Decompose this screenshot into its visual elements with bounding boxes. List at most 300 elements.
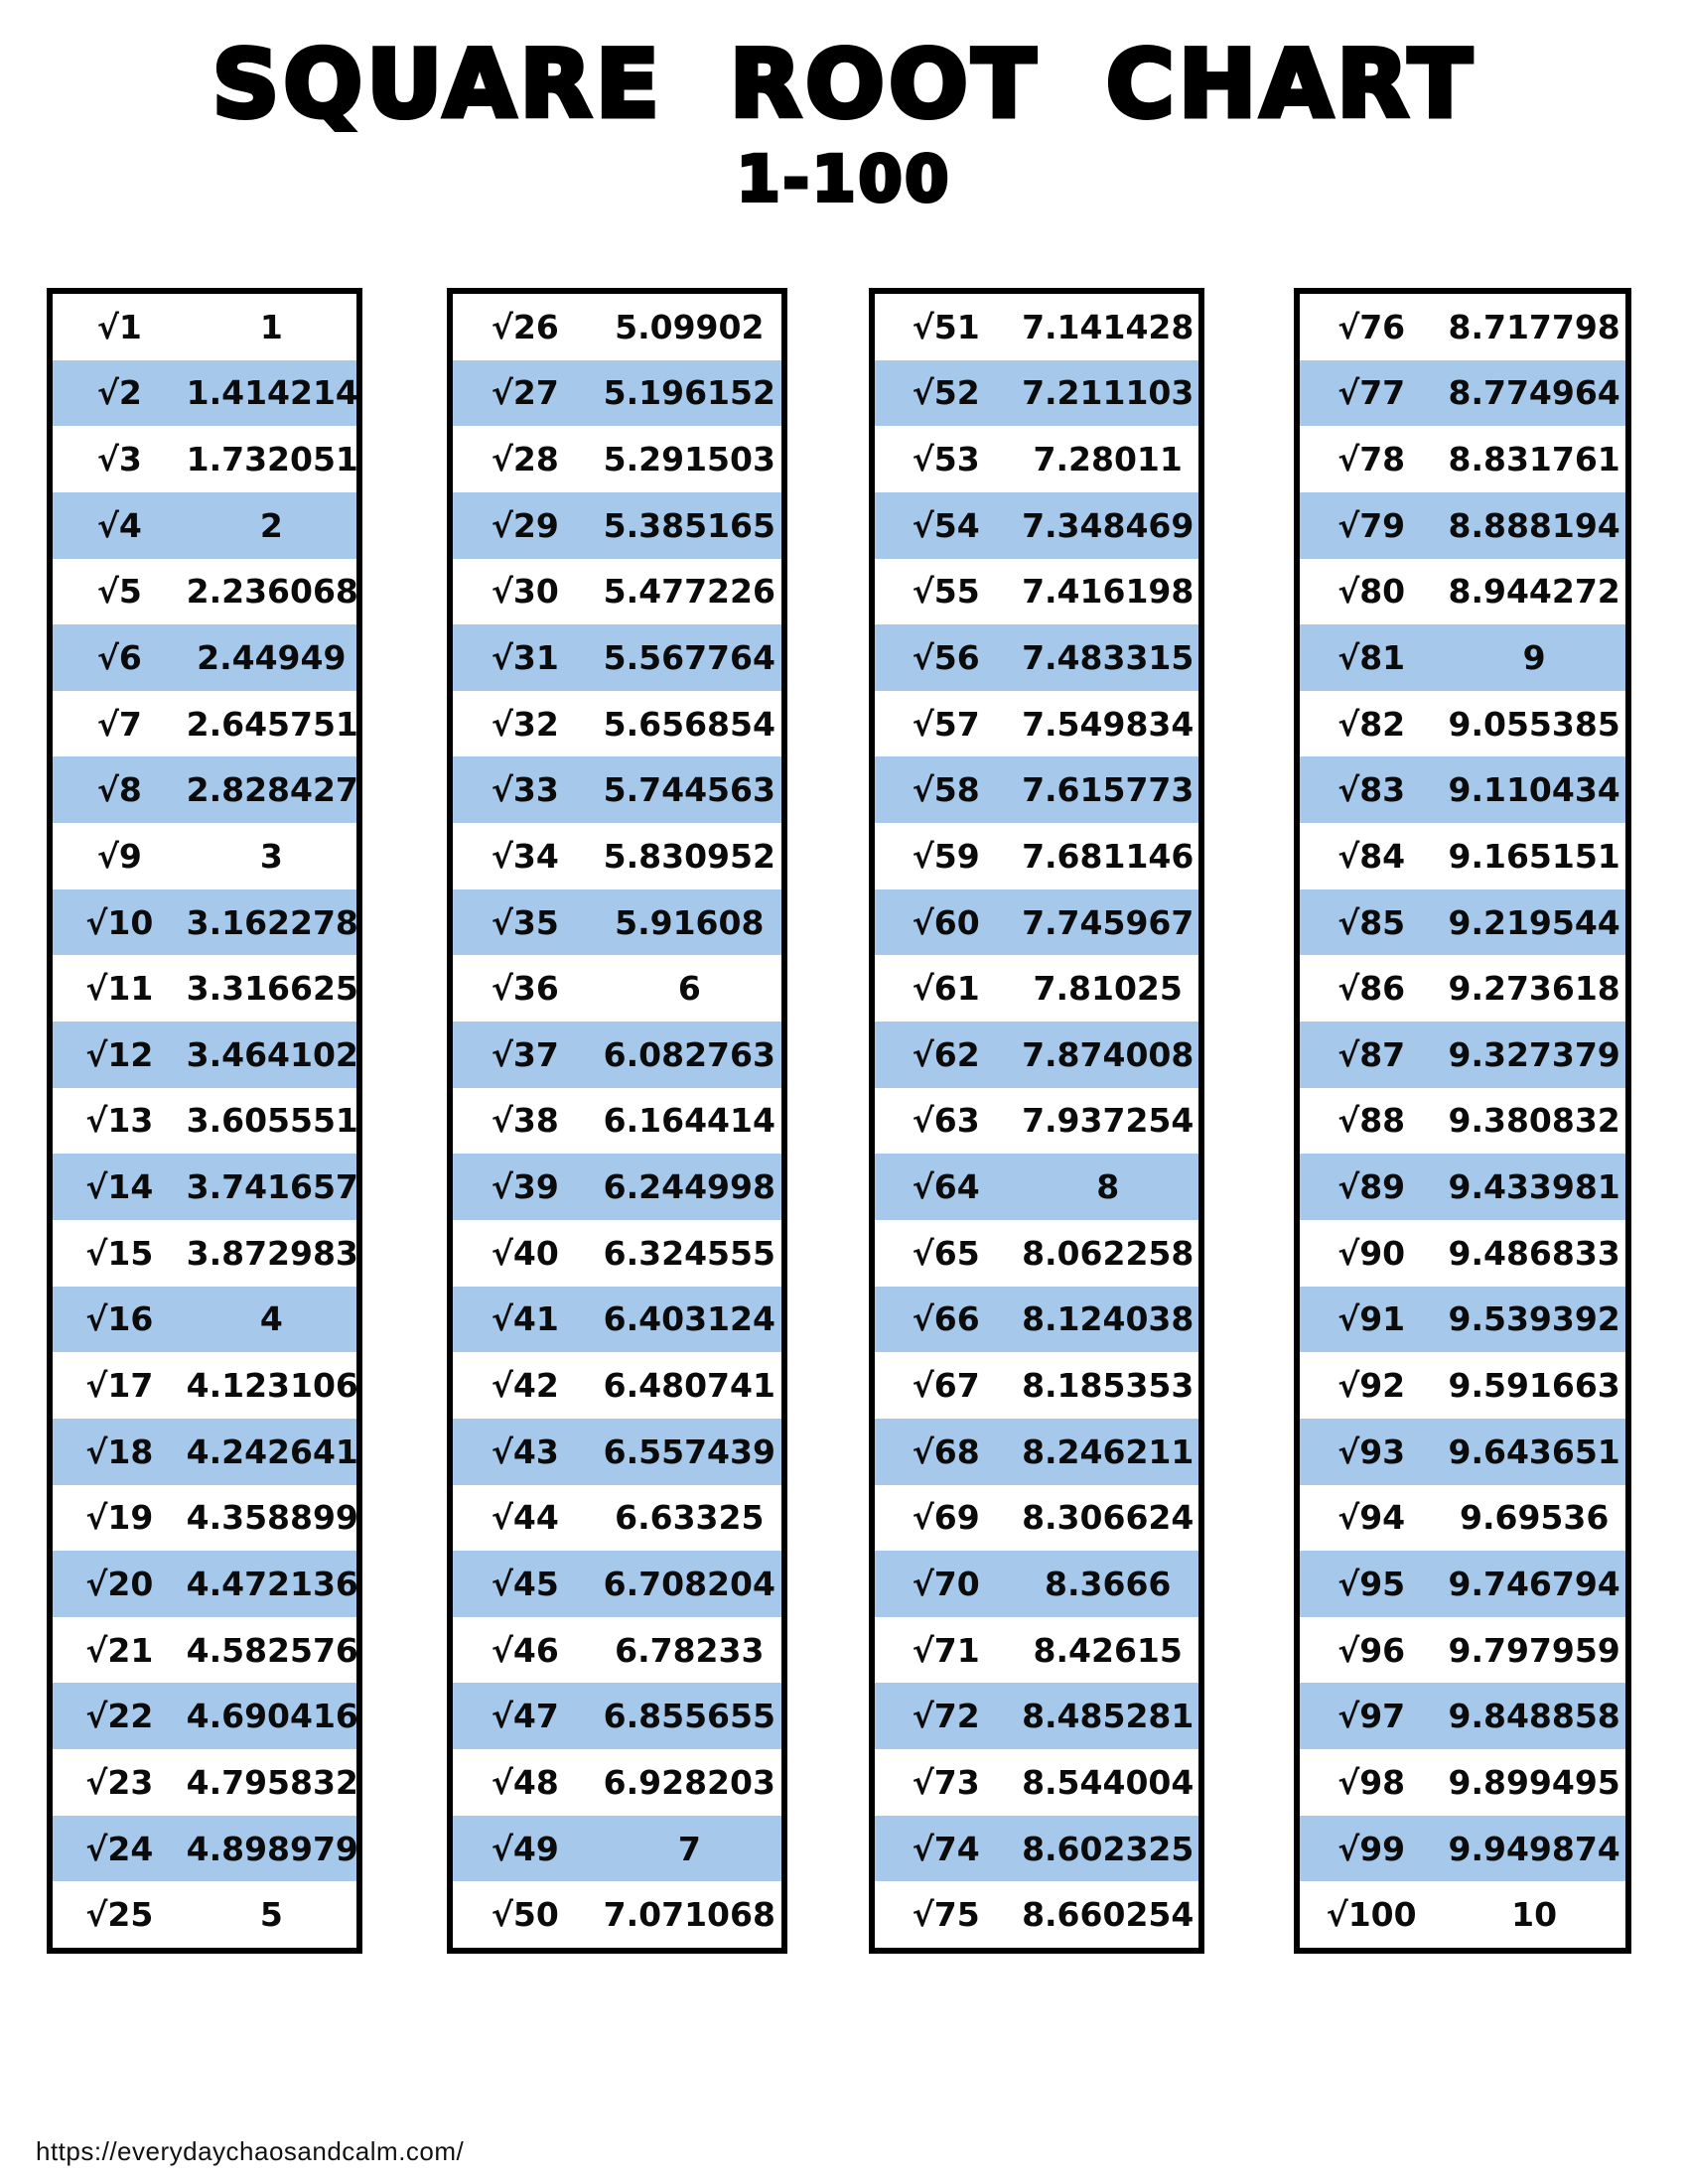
radical-expression: √29 (491, 505, 559, 545)
square-root-value: 7.28011 (1033, 440, 1183, 479)
table-row (875, 624, 1198, 691)
table-row (875, 955, 1198, 1022)
square-root-value: 4.242641 (186, 1432, 358, 1471)
table-row (53, 1352, 356, 1419)
radical-expression: √36 (491, 969, 559, 1009)
radical-expression: √33 (491, 770, 559, 810)
radical-expression: √4 (96, 505, 142, 545)
radical-expression: √22 (85, 1697, 154, 1736)
table-row (453, 1220, 781, 1287)
square-root-value: 7 (677, 1829, 701, 1868)
table-row (875, 559, 1198, 625)
radical-expression: √30 (491, 572, 559, 612)
table-row (875, 1881, 1198, 1948)
radical-expression: √79 (1337, 505, 1406, 545)
radical-expression: √24 (85, 1829, 154, 1868)
radical-expression: √87 (1337, 1034, 1406, 1074)
table-row (875, 1683, 1198, 1749)
radical-expression: √59 (912, 836, 980, 876)
table-row (875, 1551, 1198, 1617)
square-root-value: 9.110434 (1448, 770, 1620, 810)
table-row (875, 1352, 1198, 1419)
table-row (875, 1419, 1198, 1485)
square-root-value: 8.774964 (1448, 373, 1620, 413)
square-root-value: 8.062258 (1022, 1233, 1195, 1273)
radical-expression: √44 (491, 1498, 559, 1538)
square-root-value: 5.656854 (603, 704, 775, 744)
square-root-value: 8.42615 (1033, 1630, 1183, 1670)
radical-expression: √54 (912, 505, 980, 545)
square-root-value: 5.291503 (603, 440, 775, 479)
radical-expression: √76 (1337, 307, 1406, 346)
square-root-value: 6.082763 (603, 1034, 775, 1074)
radical-expression: √62 (912, 1034, 980, 1074)
table-row (875, 1154, 1198, 1220)
square-root-value: 6.480741 (603, 1366, 775, 1406)
square-root-value: 4.358899 (186, 1498, 358, 1538)
table-row (1300, 1419, 1625, 1485)
radical-expression: √69 (912, 1498, 980, 1538)
table-row (1300, 294, 1625, 360)
table-row (1300, 1881, 1625, 1948)
square-root-value: 5.830952 (603, 836, 775, 876)
square-root-value: 8.717798 (1448, 307, 1620, 346)
radical-expression: √7 (96, 704, 142, 744)
table-row (53, 1485, 356, 1552)
radical-expression: √96 (1337, 1630, 1406, 1670)
table-row (53, 426, 356, 492)
square-root-value: 8.888194 (1448, 505, 1620, 545)
radical-expression: √31 (491, 638, 559, 677)
radical-expression: √82 (1337, 704, 1406, 744)
square-root-value: 1.414214 (186, 373, 358, 413)
square-root-value: 3.162278 (186, 902, 358, 942)
table-row (875, 1022, 1198, 1088)
square-root-value: 7.681146 (1022, 836, 1195, 876)
square-root-value: 3.741657 (186, 1167, 358, 1207)
square-root-value: 9.797959 (1448, 1630, 1620, 1670)
square-root-value: 6.403124 (603, 1299, 775, 1339)
radical-expression: √11 (85, 969, 154, 1009)
radical-expression: √77 (1337, 373, 1406, 413)
square-root-value: 8.246211 (1022, 1432, 1195, 1471)
square-root-value: 6.164414 (603, 1101, 775, 1141)
table-row (53, 624, 356, 691)
radical-expression: √15 (85, 1233, 154, 1273)
square-root-value: 8 (1096, 1167, 1120, 1207)
table-row (53, 823, 356, 889)
radical-expression: √88 (1337, 1101, 1406, 1141)
square-root-value: 3.605551 (186, 1101, 358, 1141)
square-root-value: 9.055385 (1448, 704, 1620, 744)
square-root-value: 8.544004 (1022, 1762, 1195, 1802)
table-row (1300, 691, 1625, 757)
table-row (1300, 1617, 1625, 1684)
table-row (53, 1154, 356, 1220)
square-root-value: 2.44949 (197, 638, 347, 677)
radical-expression: √12 (85, 1034, 154, 1074)
table-row (875, 1220, 1198, 1287)
table-row (53, 1683, 356, 1749)
square-root-value: 7.211103 (1022, 373, 1195, 413)
radical-expression: √26 (491, 307, 559, 346)
square-root-value: 9.273618 (1448, 969, 1620, 1009)
radical-expression: √32 (491, 704, 559, 744)
table-row (53, 1816, 356, 1882)
square-root-value: 6.928203 (603, 1762, 775, 1802)
radical-expression: √43 (491, 1432, 559, 1471)
square-root-value: 8.306624 (1022, 1498, 1195, 1538)
square-root-value: 5.91608 (615, 902, 765, 942)
table-row (1300, 889, 1625, 956)
table-row (453, 1419, 781, 1485)
radical-expression: √41 (491, 1299, 559, 1339)
square-root-value: 8.124038 (1022, 1299, 1195, 1339)
square-root-value: 4.690416 (186, 1697, 358, 1736)
radical-expression: √20 (85, 1564, 154, 1603)
table-row (53, 492, 356, 559)
table-row (53, 889, 356, 956)
table-row (875, 294, 1198, 360)
table-row (1300, 492, 1625, 559)
radical-expression: √3 (96, 440, 142, 479)
radical-expression: √84 (1337, 836, 1406, 876)
radical-expression: √70 (912, 1564, 980, 1603)
radical-expression: √40 (491, 1233, 559, 1273)
roots-table-76-100 (1294, 288, 1631, 1954)
radical-expression: √65 (912, 1233, 980, 1273)
roots-table-26-50 (447, 288, 787, 1954)
table-row (1300, 1287, 1625, 1353)
square-root-value: 9.899495 (1448, 1762, 1620, 1802)
radical-expression: √71 (912, 1630, 980, 1670)
table-row (453, 1551, 781, 1617)
radical-expression: √51 (912, 307, 980, 346)
table-row (875, 1287, 1198, 1353)
radical-expression: √9 (96, 836, 142, 876)
square-root-value: 5.477226 (603, 572, 775, 612)
square-root-value: 7.071068 (603, 1895, 775, 1935)
radical-expression: √23 (85, 1762, 154, 1802)
square-root-value: 5 (259, 1895, 283, 1935)
table-row (453, 1683, 781, 1749)
radical-expression: √16 (85, 1299, 154, 1339)
table-row (53, 1287, 356, 1353)
square-root-value: 9.165151 (1448, 836, 1620, 876)
radical-expression: √37 (491, 1034, 559, 1074)
square-root-value: 4.795832 (186, 1762, 358, 1802)
table-row (1300, 1551, 1625, 1617)
table-row (1300, 559, 1625, 625)
table-row (875, 426, 1198, 492)
radical-expression: √89 (1337, 1167, 1406, 1207)
radical-expression: √83 (1337, 770, 1406, 810)
radical-expression: √6 (96, 638, 142, 677)
table-row (53, 1419, 356, 1485)
table-row (875, 360, 1198, 427)
radical-expression: √100 (1326, 1895, 1417, 1935)
square-root-value: 1 (259, 307, 283, 346)
table-row (1300, 1683, 1625, 1749)
radical-expression: √49 (491, 1829, 559, 1868)
square-root-value: 9.219544 (1448, 902, 1620, 942)
table-row (1300, 1154, 1625, 1220)
radical-expression: √13 (85, 1101, 154, 1141)
table-row (1300, 1816, 1625, 1882)
table-row (453, 1352, 781, 1419)
square-root-value: 5.567764 (603, 638, 775, 677)
square-root-value: 9.746794 (1448, 1564, 1620, 1603)
table-row (1300, 1022, 1625, 1088)
table-row (53, 756, 356, 823)
table-row (453, 1816, 781, 1882)
radical-expression: √2 (96, 373, 142, 413)
table-row (453, 955, 781, 1022)
radical-expression: √5 (96, 572, 142, 612)
radical-expression: √67 (912, 1366, 980, 1406)
radical-expression: √92 (1337, 1366, 1406, 1406)
square-root-value: 7.874008 (1022, 1034, 1195, 1074)
radical-expression: √93 (1337, 1432, 1406, 1471)
radical-expression: √99 (1337, 1829, 1406, 1868)
square-root-value: 5.385165 (603, 505, 775, 545)
square-root-value: 4.898979 (186, 1829, 358, 1868)
radical-expression: √19 (85, 1498, 154, 1538)
square-root-value: 2.236068 (186, 572, 358, 612)
square-root-value: 9.69536 (1459, 1498, 1610, 1538)
square-root-value: 9.380832 (1448, 1101, 1620, 1141)
square-root-value: 8.944272 (1448, 572, 1620, 612)
table-row (53, 1551, 356, 1617)
radical-expression: √35 (491, 902, 559, 942)
roots-table-1-25 (47, 288, 362, 1954)
table-row (53, 559, 356, 625)
table-row (453, 1022, 781, 1088)
square-root-value: 5.196152 (603, 373, 775, 413)
table-row (875, 1088, 1198, 1155)
square-root-value: 9.539392 (1448, 1299, 1620, 1339)
table-row (453, 559, 781, 625)
table-row (53, 1881, 356, 1948)
square-root-value: 3.316625 (186, 969, 358, 1009)
table-row (453, 691, 781, 757)
square-root-value: 9.643651 (1448, 1432, 1620, 1471)
table-row (453, 756, 781, 823)
radical-expression: √81 (1337, 638, 1406, 677)
table-row (53, 691, 356, 757)
square-root-value: 9.591663 (1448, 1366, 1620, 1406)
radical-expression: √98 (1337, 1762, 1406, 1802)
radical-expression: √8 (96, 770, 142, 810)
table-row (453, 1749, 781, 1816)
table-row (453, 1881, 781, 1948)
table-row (53, 955, 356, 1022)
table-row (875, 1816, 1198, 1882)
square-root-value: 7.81025 (1033, 969, 1183, 1009)
square-root-value: 9.848858 (1448, 1697, 1620, 1736)
square-root-value: 4 (259, 1299, 283, 1339)
radical-expression: √61 (912, 969, 980, 1009)
table-row (453, 360, 781, 427)
radical-expression: √34 (491, 836, 559, 876)
table-row (53, 360, 356, 427)
radical-expression: √66 (912, 1299, 980, 1339)
square-root-value: 6 (677, 969, 701, 1009)
square-root-value: 7.745967 (1022, 902, 1195, 942)
radical-expression: √63 (912, 1101, 980, 1141)
table-row (453, 1485, 781, 1552)
radical-expression: √85 (1337, 902, 1406, 942)
radical-expression: √97 (1337, 1697, 1406, 1736)
radical-expression: √60 (912, 902, 980, 942)
square-root-value: 8.660254 (1022, 1895, 1195, 1935)
radical-expression: √94 (1337, 1498, 1406, 1538)
radical-expression: √75 (912, 1895, 980, 1935)
square-root-value: 3.464102 (186, 1034, 358, 1074)
square-root-value: 3.872983 (186, 1233, 358, 1273)
square-root-value: 8.3666 (1045, 1564, 1172, 1603)
table-row (53, 1749, 356, 1816)
radical-expression: √78 (1337, 440, 1406, 479)
radical-expression: √48 (491, 1762, 559, 1802)
square-root-value: 5.09902 (615, 307, 765, 346)
table-row (1300, 1485, 1625, 1552)
table-row (53, 1220, 356, 1287)
radical-expression: √53 (912, 440, 980, 479)
radical-expression: √86 (1337, 969, 1406, 1009)
radical-expression: √52 (912, 373, 980, 413)
radical-expression: √10 (85, 902, 154, 942)
table-row (875, 756, 1198, 823)
radical-expression: √90 (1337, 1233, 1406, 1273)
square-root-value: 4.472136 (186, 1564, 358, 1603)
table-row (1300, 756, 1625, 823)
table-row (1300, 426, 1625, 492)
square-root-value: 6.63325 (615, 1498, 765, 1538)
radical-expression: √72 (912, 1697, 980, 1736)
radical-expression: √27 (491, 373, 559, 413)
table-row (53, 1088, 356, 1155)
radical-expression: √42 (491, 1366, 559, 1406)
table-row (1300, 1220, 1625, 1287)
radical-expression: √14 (85, 1167, 154, 1207)
table-row (453, 294, 781, 360)
radical-expression: √91 (1337, 1299, 1406, 1339)
square-root-value: 6.708204 (603, 1564, 775, 1603)
radical-expression: √38 (491, 1101, 559, 1141)
square-root-value: 8.602325 (1022, 1829, 1195, 1868)
square-root-value: 6.855655 (603, 1697, 775, 1736)
radical-expression: √18 (85, 1432, 154, 1471)
square-root-value: 5.744563 (603, 770, 775, 810)
table-row (453, 823, 781, 889)
square-root-value: 8.485281 (1022, 1697, 1195, 1736)
square-root-value: 9.433981 (1448, 1167, 1620, 1207)
radical-expression: √28 (491, 440, 559, 479)
radical-expression: √68 (912, 1432, 980, 1471)
square-root-value: 2.645751 (186, 704, 358, 744)
square-root-value: 6.557439 (603, 1432, 775, 1471)
square-root-value: 3 (259, 836, 283, 876)
radical-expression: √46 (491, 1630, 559, 1670)
table-row (875, 691, 1198, 757)
radical-expression: √55 (912, 572, 980, 612)
square-root-value: 7.416198 (1022, 572, 1195, 612)
radical-expression: √47 (491, 1697, 559, 1736)
table-row (453, 1088, 781, 1155)
roots-table-51-75 (869, 288, 1204, 1954)
table-row (875, 823, 1198, 889)
square-root-value: 7.483315 (1022, 638, 1195, 677)
page-title: SQUARE ROOT CHART (211, 31, 1477, 139)
square-root-value: 8.831761 (1448, 440, 1620, 479)
square-root-value: 7.615773 (1022, 770, 1195, 810)
radical-expression: √74 (912, 1829, 980, 1868)
square-root-value: 7.937254 (1022, 1101, 1195, 1141)
table-row (1300, 1352, 1625, 1419)
radical-expression: √25 (85, 1895, 154, 1935)
radical-expression: √17 (85, 1366, 154, 1406)
table-row (875, 889, 1198, 956)
radical-expression: √64 (912, 1167, 980, 1207)
page-subtitle: 1-100 (736, 143, 952, 215)
square-root-value: 4.582576 (186, 1630, 358, 1670)
table-row (453, 889, 781, 956)
table-row (453, 426, 781, 492)
radical-expression: √21 (85, 1630, 154, 1670)
square-root-value: 2.828427 (186, 770, 358, 810)
square-root-value: 7.141428 (1022, 307, 1195, 346)
radical-expression: √57 (912, 704, 980, 744)
square-root-value: 6.244998 (603, 1167, 775, 1207)
square-root-value: 10 (1511, 1895, 1558, 1935)
radical-expression: √1 (96, 307, 142, 346)
table-row (1300, 360, 1625, 427)
table-row (453, 1154, 781, 1220)
table-row (453, 1617, 781, 1684)
table-row (1300, 955, 1625, 1022)
radical-expression: √95 (1337, 1564, 1406, 1603)
radical-expression: √56 (912, 638, 980, 677)
square-root-value: 8.185353 (1022, 1366, 1195, 1406)
table-row (875, 1749, 1198, 1816)
table-row (53, 294, 356, 360)
square-root-value: 1.732051 (186, 440, 358, 479)
table-row (875, 1617, 1198, 1684)
square-root-value: 9.486833 (1448, 1233, 1620, 1273)
table-row (1300, 624, 1625, 691)
radical-expression: √80 (1337, 572, 1406, 612)
square-root-value: 7.348469 (1022, 505, 1195, 545)
square-root-value: 7.549834 (1022, 704, 1195, 744)
table-row (453, 1287, 781, 1353)
source-url: https://everydaychaosandcalm.com/ (36, 2136, 465, 2166)
square-root-value: 6.324555 (603, 1233, 775, 1273)
square-root-value: 2 (259, 505, 283, 545)
table-row (453, 492, 781, 559)
table-row (875, 492, 1198, 559)
square-root-value: 6.78233 (615, 1630, 765, 1670)
square-root-value: 9.949874 (1448, 1829, 1620, 1868)
table-row (1300, 1749, 1625, 1816)
radical-expression: √58 (912, 770, 980, 810)
radical-expression: √45 (491, 1564, 559, 1603)
table-row (53, 1617, 356, 1684)
radical-expression: √73 (912, 1762, 980, 1802)
table-row (875, 1485, 1198, 1552)
table-row (1300, 1088, 1625, 1155)
square-root-value: 9 (1522, 638, 1546, 677)
